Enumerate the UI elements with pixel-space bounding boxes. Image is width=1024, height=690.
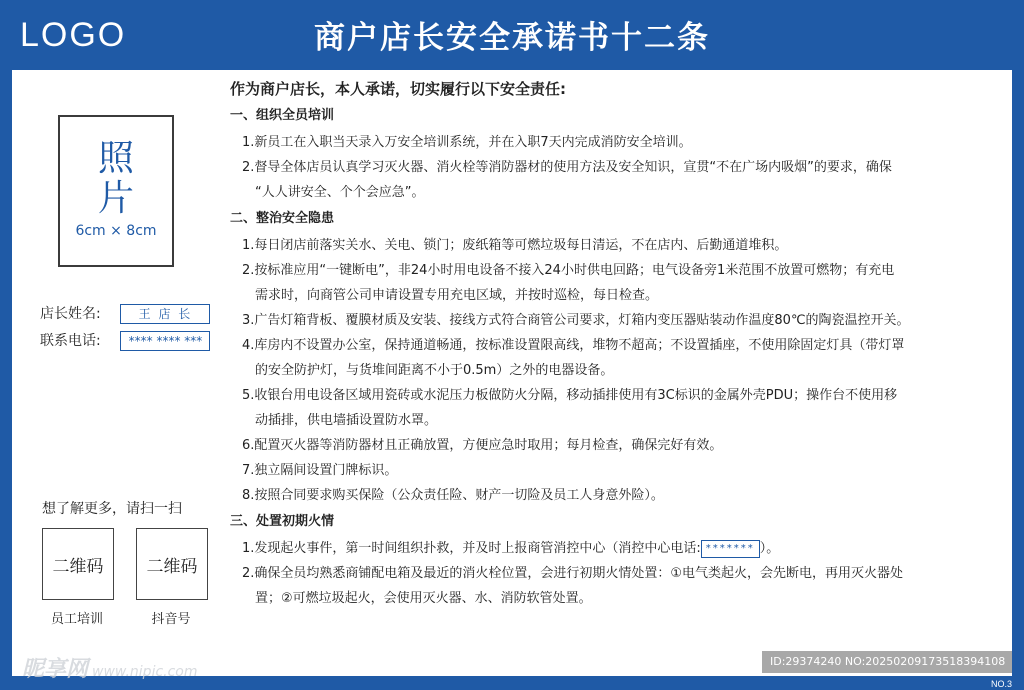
manager-phone-value: **** **** ***	[120, 331, 210, 351]
list-item	[230, 333, 1000, 383]
item-text: 1.新员工在入职当天录入万安全培训系统，并在入职7天内完成消防安全培训。	[242, 135, 692, 150]
list-item	[230, 258, 1000, 308]
item-text-cont: 需求时，向商管公司申请设置专用充电区域，并按时巡检，每日检查。	[255, 288, 659, 303]
watermark-text: 昵享网	[22, 657, 89, 682]
section-title: 一、组织全员培训	[230, 108, 335, 123]
item-text: 2.按标准应用“一键断电”，非24小时用电设备不接入24小时供电回路；电气设备旁1米范围不放置可燃物；有充电	[242, 263, 895, 278]
list-item	[230, 561, 1000, 611]
list-item	[230, 383, 1000, 433]
list-item	[230, 483, 1000, 508]
watermark-url: www.nipic.com	[92, 664, 198, 680]
section-title: 二、整治安全隐患	[230, 211, 335, 226]
qr-caption-training: 员工培训	[50, 612, 103, 627]
commitment-content	[230, 78, 1000, 611]
list-item	[230, 308, 1000, 333]
item-text-cont: “人人讲安全、个个会应急”。	[255, 185, 425, 200]
item-text-end: ）。	[759, 541, 780, 556]
image-id-bar: ID:29374240 NO:20250209173518394108	[762, 651, 1012, 673]
item-text: 4.库房内不设置办公室，保持通道畅通，按标准设置限高线，堆物不超高；不设置插座，不使用除固定灯具（带灯罩	[242, 338, 905, 353]
photo-label-1: 照	[97, 138, 134, 179]
list-item	[230, 155, 1000, 205]
item-text: 7.独立隔间设置门牌标识。	[242, 463, 398, 478]
list-item	[230, 433, 1000, 458]
scan-title: 想了解更多，请扫一扫	[42, 501, 182, 517]
item-text: 3.广告灯箱背板、覆膜材质及安装、接线方式符合商管公司要求，灯箱内变压器贴装动作温度80℃的陶瓷温控开关。	[242, 313, 910, 328]
page-title: 商户店长安全承诺书十二条	[314, 20, 710, 56]
intro-text: 作为商户店长，本人承诺，切实履行以下安全责任:	[230, 80, 567, 98]
list-item	[230, 458, 1000, 483]
header-bar	[0, 0, 1024, 68]
item-text: 6.配置灭火器等消防器材且正确放置，方便应急时取用；每月检查，确保完好有效。	[242, 438, 723, 453]
qr-code-douyin[interactable]: 二维码	[136, 528, 208, 600]
content-panel	[12, 70, 1012, 682]
item-text-cont: 动插排，供电墙插设置防水罩。	[255, 413, 438, 428]
item-text: 2.督导全体店员认真学习灭火器、消火栓等消防器材的使用方法及安全知识，宣贯“不在广场内吸烟”的要求，确保	[242, 160, 892, 175]
item-text: 5.收银台用电设备区域用瓷砖或水泥压力板做防火分隔，移动插排使用有3C标识的金属外壳PDU；操作台不使用移	[242, 388, 898, 403]
control-center-phone: *******	[701, 540, 760, 558]
item-text: 2.确保全员均熟悉商铺配电箱及最近的消火栓位置，会进行初期火情处置：①电气类起火，会先断电，再用灭火器处	[242, 566, 904, 581]
item-text: 8.按照合同要求购买保险（公众责任险、财产一切险及员工人身意外险）。	[242, 488, 664, 503]
item-text: 1.每日闭店前落实关水、关电、锁门；废纸箱等可燃垃圾每日清运，不在店内、后勤通道堆积。	[242, 238, 788, 253]
manager-phone-label: 联系电话:	[40, 333, 101, 349]
section-title: 三、处置初期火情	[230, 514, 335, 529]
manager-name-row	[40, 303, 210, 324]
item-text: 1.发现起火事件，第一时间组织扑救，并及时上报商管消控中心（消控中心电话:	[242, 541, 701, 556]
footer-number: NO.3	[990, 679, 1012, 689]
item-text-cont: 置；②可燃垃圾起火，会使用灭火器、水、消防软管处置。	[255, 591, 592, 606]
manager-name-label: 店长姓名:	[40, 306, 101, 322]
manager-name-value: 王 店 长	[120, 304, 210, 324]
watermark	[22, 652, 198, 683]
manager-phone-row	[40, 330, 210, 351]
qr-caption-douyin: 抖音号	[151, 612, 191, 627]
list-item	[230, 536, 1000, 561]
list-item	[230, 130, 1000, 155]
photo-placeholder	[58, 115, 174, 267]
logo: LOGO	[20, 16, 127, 54]
photo-label-2: 片	[97, 178, 134, 219]
photo-size: 6cm × 8cm	[75, 223, 157, 239]
qr-code-training[interactable]: 二维码	[42, 528, 114, 600]
list-item	[230, 233, 1000, 258]
item-text-cont: 的安全防护灯，与货堆间距离不小于0.5m）之外的电器设备。	[255, 363, 614, 378]
